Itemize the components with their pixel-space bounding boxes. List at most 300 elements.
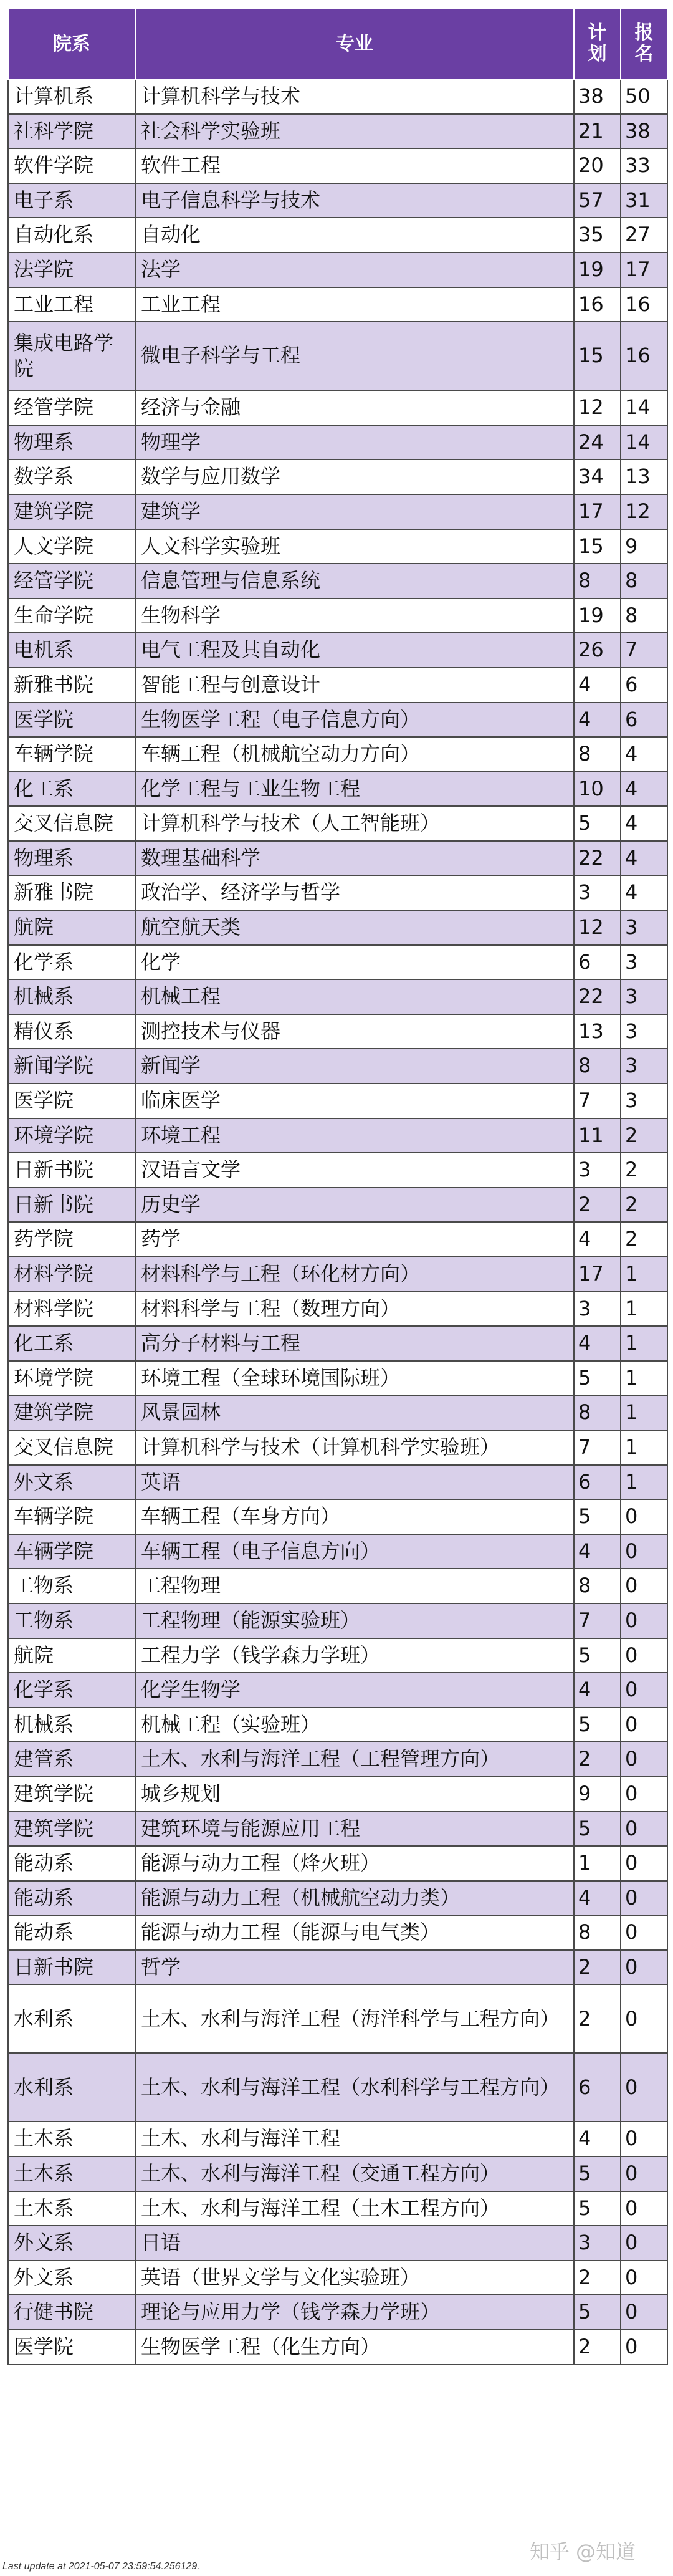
table-row <box>8 2156 667 2191</box>
table-row <box>8 1465 667 1500</box>
cell-plan: 2 <box>574 2330 621 2365</box>
cell-plan: 6 <box>574 945 621 980</box>
table-row <box>8 945 667 980</box>
cell-apply: 4 <box>621 806 667 841</box>
cell-apply: 0 <box>621 2122 667 2156</box>
cell-apply: 0 <box>621 2295 667 2330</box>
cell-plan: 2 <box>574 2261 621 2295</box>
cell-plan: 4 <box>574 1326 621 1361</box>
table-row <box>8 1222 667 1257</box>
cell-major: 新闻学 <box>135 1049 574 1084</box>
table-row <box>8 1881 667 1916</box>
cell-major: 化学 <box>135 945 574 980</box>
cell-dept: 能动系 <box>8 1881 135 1916</box>
cell-plan: 5 <box>574 1499 621 1534</box>
cell-dept: 集成电路学院 <box>8 322 135 390</box>
cell-major: 微电子科学与工程 <box>135 322 574 390</box>
cell-major: 车辆工程（车身方向） <box>135 1499 574 1534</box>
cell-major: 法学 <box>135 252 574 287</box>
cell-dept: 医学院 <box>8 1084 135 1118</box>
table-row <box>8 1915 667 1950</box>
table-row <box>8 287 667 322</box>
cell-major: 航空航天类 <box>135 910 574 945</box>
cell-dept: 机械系 <box>8 979 135 1014</box>
table-row <box>8 1846 667 1881</box>
cell-dept: 日新书院 <box>8 1950 135 1985</box>
cell-plan: 5 <box>574 1708 621 1742</box>
cell-apply: 0 <box>621 1777 667 1812</box>
table-row <box>8 322 667 390</box>
header-apply-label: 报名 <box>634 21 654 65</box>
cell-major: 软件工程 <box>135 148 574 183</box>
cell-major: 计算机科学与技术（计算机科学实验班） <box>135 1430 574 1465</box>
cell-dept: 建筑学院 <box>8 494 135 529</box>
cell-apply: 50 <box>621 79 667 114</box>
cell-plan: 8 <box>574 737 621 772</box>
cell-major: 土木、水利与海洋工程 <box>135 2122 574 2156</box>
cell-major: 能源与动力工程（机械航空动力类） <box>135 1881 574 1916</box>
table-row <box>8 494 667 529</box>
cell-apply: 0 <box>621 1569 667 1603</box>
cell-dept: 日新书院 <box>8 1153 135 1188</box>
cell-apply: 0 <box>621 1534 667 1569</box>
cell-plan: 8 <box>574 1915 621 1950</box>
cell-plan: 8 <box>574 564 621 598</box>
cell-apply: 33 <box>621 148 667 183</box>
table-row <box>8 1708 667 1742</box>
cell-plan: 17 <box>574 1257 621 1292</box>
cell-dept: 工物系 <box>8 1603 135 1638</box>
cell-major: 汉语言文学 <box>135 1153 574 1188</box>
table-row <box>8 564 667 598</box>
cell-plan: 20 <box>574 148 621 183</box>
cell-major: 电子信息科学与技术 <box>135 183 574 218</box>
cell-major: 建筑学 <box>135 494 574 529</box>
cell-dept: 建筑学院 <box>8 1777 135 1812</box>
cell-plan: 10 <box>574 772 621 807</box>
admission-table-container <box>7 7 667 2365</box>
cell-major: 历史学 <box>135 1188 574 1223</box>
cell-major: 城乡规划 <box>135 1777 574 1812</box>
cell-apply: 1 <box>621 1361 667 1396</box>
cell-plan: 4 <box>574 668 621 703</box>
table-row <box>8 2122 667 2156</box>
table-row <box>8 1292 667 1327</box>
cell-dept: 新雅书院 <box>8 668 135 703</box>
table-row <box>8 2191 667 2226</box>
header-major: 专业 <box>135 8 574 79</box>
cell-dept: 化工系 <box>8 1326 135 1361</box>
cell-dept: 材料学院 <box>8 1292 135 1327</box>
cell-apply: 0 <box>621 1499 667 1534</box>
cell-dept: 化学系 <box>8 1673 135 1708</box>
cell-apply: 0 <box>621 1846 667 1881</box>
cell-major: 计算机科学与技术（人工智能班） <box>135 806 574 841</box>
cell-major: 数学与应用数学 <box>135 459 574 494</box>
cell-apply: 1 <box>621 1395 667 1430</box>
cell-dept: 医学院 <box>8 2330 135 2365</box>
cell-plan: 26 <box>574 633 621 668</box>
cell-plan: 22 <box>574 979 621 1014</box>
cell-apply: 0 <box>621 2226 667 2261</box>
table-row <box>8 772 667 807</box>
cell-plan: 5 <box>574 1638 621 1673</box>
cell-apply: 1 <box>621 1326 667 1361</box>
cell-dept: 法学院 <box>8 252 135 287</box>
cell-apply: 4 <box>621 875 667 910</box>
cell-dept: 物理系 <box>8 425 135 460</box>
cell-major: 环境工程 <box>135 1118 574 1153</box>
cell-apply: 16 <box>621 287 667 322</box>
cell-plan: 11 <box>574 1118 621 1153</box>
cell-major: 工程力学（钱学森力学班） <box>135 1638 574 1673</box>
cell-major: 物理学 <box>135 425 574 460</box>
cell-major: 土木、水利与海洋工程（水利科学与工程方向） <box>135 2053 574 2122</box>
cell-major: 生物科学 <box>135 598 574 633</box>
table-body <box>8 79 667 2365</box>
table-row <box>8 1603 667 1638</box>
cell-major: 理论与应用力学（钱学森力学班） <box>135 2295 574 2330</box>
cell-major: 车辆工程（电子信息方向） <box>135 1534 574 1569</box>
header-plan-label: 计划 <box>588 21 607 65</box>
cell-plan: 15 <box>574 529 621 564</box>
table-row <box>8 79 667 114</box>
table-row <box>8 1430 667 1465</box>
table-row <box>8 218 667 252</box>
table-row <box>8 841 667 876</box>
table-row <box>8 252 667 287</box>
table-row <box>8 598 667 633</box>
cell-apply: 7 <box>621 633 667 668</box>
cell-apply: 38 <box>621 114 667 149</box>
table-row <box>8 979 667 1014</box>
cell-plan: 35 <box>574 218 621 252</box>
cell-plan: 19 <box>574 598 621 633</box>
cell-plan: 7 <box>574 1084 621 1118</box>
cell-plan: 12 <box>574 390 621 425</box>
cell-apply: 0 <box>621 1812 667 1847</box>
cell-plan: 22 <box>574 841 621 876</box>
cell-plan: 3 <box>574 1292 621 1327</box>
cell-major: 材料科学与工程（环化材方向） <box>135 1257 574 1292</box>
table-row <box>8 1361 667 1396</box>
table-row <box>8 1534 667 1569</box>
table-row <box>8 1153 667 1188</box>
table-row <box>8 114 667 149</box>
cell-apply: 27 <box>621 218 667 252</box>
cell-major: 化学生物学 <box>135 1673 574 1708</box>
cell-plan: 12 <box>574 910 621 945</box>
cell-dept: 航院 <box>8 1638 135 1673</box>
cell-apply: 0 <box>621 1915 667 1950</box>
admission-table <box>7 7 668 2365</box>
cell-apply: 0 <box>621 1638 667 1673</box>
cell-major: 日语 <box>135 2226 574 2261</box>
cell-apply: 3 <box>621 1049 667 1084</box>
cell-plan: 6 <box>574 1465 621 1500</box>
cell-apply: 1 <box>621 1292 667 1327</box>
table-row <box>8 1084 667 1118</box>
cell-plan: 4 <box>574 1673 621 1708</box>
cell-dept: 工物系 <box>8 1569 135 1603</box>
cell-major: 政治学、经济学与哲学 <box>135 875 574 910</box>
cell-major: 能源与动力工程（烽火班） <box>135 1846 574 1881</box>
header-apply <box>621 8 667 79</box>
cell-plan: 5 <box>574 1812 621 1847</box>
cell-major: 能源与动力工程（能源与电气类） <box>135 1915 574 1950</box>
cell-dept: 建管系 <box>8 1742 135 1777</box>
cell-dept: 车辆学院 <box>8 1534 135 1569</box>
cell-plan: 38 <box>574 79 621 114</box>
table-row <box>8 1812 667 1847</box>
cell-dept: 水利系 <box>8 1984 135 2053</box>
cell-dept: 航院 <box>8 910 135 945</box>
cell-plan: 7 <box>574 1430 621 1465</box>
table-row <box>8 1326 667 1361</box>
cell-dept: 外文系 <box>8 2226 135 2261</box>
cell-dept: 经管学院 <box>8 564 135 598</box>
cell-apply: 2 <box>621 1153 667 1188</box>
cell-plan: 4 <box>574 1222 621 1257</box>
cell-plan: 57 <box>574 183 621 218</box>
cell-apply: 8 <box>621 598 667 633</box>
cell-apply: 0 <box>621 1950 667 1985</box>
cell-dept: 数学系 <box>8 459 135 494</box>
table-row <box>8 1950 667 1985</box>
cell-dept: 土木系 <box>8 2156 135 2191</box>
cell-plan: 5 <box>574 1361 621 1396</box>
cell-dept: 环境学院 <box>8 1118 135 1153</box>
cell-plan: 4 <box>574 2122 621 2156</box>
cell-apply: 3 <box>621 979 667 1014</box>
cell-major: 信息管理与信息系统 <box>135 564 574 598</box>
cell-major: 电气工程及其自动化 <box>135 633 574 668</box>
cell-apply: 13 <box>621 459 667 494</box>
cell-dept: 材料学院 <box>8 1257 135 1292</box>
last-update-footer: Last update at 2021-05-07 23:59:54.256129. <box>2 2561 200 2572</box>
cell-apply: 6 <box>621 668 667 703</box>
cell-major: 土木、水利与海洋工程（海洋科学与工程方向） <box>135 1984 574 2053</box>
cell-major: 英语 <box>135 1465 574 1500</box>
table-row <box>8 459 667 494</box>
cell-plan: 17 <box>574 494 621 529</box>
cell-dept: 工业工程 <box>8 287 135 322</box>
cell-apply: 3 <box>621 910 667 945</box>
cell-dept: 化工系 <box>8 772 135 807</box>
cell-apply: 17 <box>621 252 667 287</box>
cell-major: 材料科学与工程（数理方向） <box>135 1292 574 1327</box>
cell-dept: 医学院 <box>8 703 135 738</box>
header-plan <box>574 8 621 79</box>
cell-dept: 日新书院 <box>8 1188 135 1223</box>
cell-plan: 3 <box>574 1153 621 1188</box>
cell-dept: 车辆学院 <box>8 1499 135 1534</box>
cell-major: 药学 <box>135 1222 574 1257</box>
table-row <box>8 1014 667 1049</box>
cell-apply: 0 <box>621 1673 667 1708</box>
cell-apply: 3 <box>621 1014 667 1049</box>
table-row <box>8 633 667 668</box>
cell-plan: 8 <box>574 1569 621 1603</box>
cell-major: 智能工程与创意设计 <box>135 668 574 703</box>
cell-plan: 4 <box>574 703 621 738</box>
cell-apply: 4 <box>621 841 667 876</box>
cell-dept: 新闻学院 <box>8 1049 135 1084</box>
cell-apply: 14 <box>621 425 667 460</box>
cell-apply: 9 <box>621 529 667 564</box>
cell-dept: 社科学院 <box>8 114 135 149</box>
cell-dept: 计算机系 <box>8 79 135 114</box>
cell-plan: 5 <box>574 806 621 841</box>
cell-major: 工程物理（能源实验班） <box>135 1603 574 1638</box>
cell-dept: 建筑学院 <box>8 1812 135 1847</box>
cell-apply: 4 <box>621 772 667 807</box>
cell-apply: 31 <box>621 183 667 218</box>
table-row <box>8 2053 667 2122</box>
cell-dept: 自动化系 <box>8 218 135 252</box>
cell-major: 测控技术与仪器 <box>135 1014 574 1049</box>
cell-plan: 2 <box>574 1188 621 1223</box>
cell-apply: 0 <box>621 2261 667 2295</box>
table-row <box>8 1118 667 1153</box>
cell-major: 计算机科学与技术 <box>135 79 574 114</box>
cell-plan: 2 <box>574 1984 621 2053</box>
cell-apply: 0 <box>621 1881 667 1916</box>
cell-dept: 能动系 <box>8 1915 135 1950</box>
cell-apply: 4 <box>621 737 667 772</box>
cell-plan: 13 <box>574 1014 621 1049</box>
cell-apply: 3 <box>621 945 667 980</box>
cell-dept: 交叉信息院 <box>8 806 135 841</box>
table-row <box>8 1638 667 1673</box>
cell-apply: 0 <box>621 1742 667 1777</box>
cell-plan: 21 <box>574 114 621 149</box>
cell-dept: 能动系 <box>8 1846 135 1881</box>
watermark: 知乎 @知道 <box>529 2540 636 2564</box>
header-dept: 院系 <box>8 8 135 79</box>
cell-dept: 电机系 <box>8 633 135 668</box>
cell-major: 机械工程 <box>135 979 574 1014</box>
cell-plan: 24 <box>574 425 621 460</box>
table-row <box>8 1188 667 1223</box>
cell-dept: 外文系 <box>8 2261 135 2295</box>
table-row <box>8 1984 667 2053</box>
cell-dept: 土木系 <box>8 2122 135 2156</box>
cell-major: 生物医学工程（化生方向） <box>135 2330 574 2365</box>
cell-dept: 电子系 <box>8 183 135 218</box>
cell-apply: 2 <box>621 1118 667 1153</box>
table-row <box>8 148 667 183</box>
cell-apply: 1 <box>621 1465 667 1500</box>
cell-plan: 8 <box>574 1395 621 1430</box>
cell-apply: 0 <box>621 1984 667 2053</box>
table-row <box>8 2226 667 2261</box>
cell-major: 数理基础科学 <box>135 841 574 876</box>
cell-apply: 0 <box>621 2330 667 2365</box>
cell-major: 化学工程与工业生物工程 <box>135 772 574 807</box>
cell-dept: 精仪系 <box>8 1014 135 1049</box>
cell-apply: 1 <box>621 1430 667 1465</box>
cell-apply: 12 <box>621 494 667 529</box>
cell-plan: 3 <box>574 875 621 910</box>
cell-dept: 水利系 <box>8 2053 135 2122</box>
cell-plan: 5 <box>574 2156 621 2191</box>
cell-dept: 新雅书院 <box>8 875 135 910</box>
table-row <box>8 1049 667 1084</box>
cell-apply: 14 <box>621 390 667 425</box>
cell-major: 英语（世界文学与文化实验班） <box>135 2261 574 2295</box>
cell-plan: 9 <box>574 1777 621 1812</box>
cell-plan: 4 <box>574 1881 621 1916</box>
cell-dept: 人文学院 <box>8 529 135 564</box>
table-row <box>8 910 667 945</box>
cell-major: 风景园林 <box>135 1395 574 1430</box>
cell-major: 土木、水利与海洋工程（工程管理方向） <box>135 1742 574 1777</box>
cell-plan: 4 <box>574 1534 621 1569</box>
cell-major: 土木、水利与海洋工程（交通工程方向） <box>135 2156 574 2191</box>
table-row <box>8 390 667 425</box>
table-row <box>8 2261 667 2295</box>
cell-dept: 化学系 <box>8 945 135 980</box>
table-row <box>8 183 667 218</box>
cell-major: 建筑环境与能源应用工程 <box>135 1812 574 1847</box>
table-row <box>8 1673 667 1708</box>
cell-dept: 行健书院 <box>8 2295 135 2330</box>
cell-plan: 19 <box>574 252 621 287</box>
cell-plan: 8 <box>574 1049 621 1084</box>
cell-dept: 物理系 <box>8 841 135 876</box>
cell-apply: 8 <box>621 564 667 598</box>
cell-dept: 生命学院 <box>8 598 135 633</box>
cell-apply: 2 <box>621 1222 667 1257</box>
table-row <box>8 425 667 460</box>
cell-plan: 1 <box>574 1846 621 1881</box>
cell-apply: 0 <box>621 2191 667 2226</box>
cell-major: 人文科学实验班 <box>135 529 574 564</box>
cell-apply: 0 <box>621 2156 667 2191</box>
table-row <box>8 1499 667 1534</box>
cell-major: 哲学 <box>135 1950 574 1985</box>
cell-plan: 15 <box>574 322 621 390</box>
cell-apply: 0 <box>621 1708 667 1742</box>
cell-major: 工业工程 <box>135 287 574 322</box>
cell-plan: 7 <box>574 1603 621 1638</box>
cell-apply: 6 <box>621 703 667 738</box>
table-row <box>8 529 667 564</box>
table-row <box>8 1395 667 1430</box>
cell-major: 车辆工程（机械航空动力方向） <box>135 737 574 772</box>
table-row <box>8 1742 667 1777</box>
cell-major: 机械工程（实验班） <box>135 1708 574 1742</box>
cell-major: 经济与金融 <box>135 390 574 425</box>
cell-plan: 5 <box>574 2191 621 2226</box>
table-row <box>8 1257 667 1292</box>
cell-apply: 16 <box>621 322 667 390</box>
cell-dept: 经管学院 <box>8 390 135 425</box>
cell-major: 土木、水利与海洋工程（土木工程方向） <box>135 2191 574 2226</box>
cell-plan: 5 <box>574 2295 621 2330</box>
cell-apply: 1 <box>621 1257 667 1292</box>
cell-dept: 土木系 <box>8 2191 135 2226</box>
cell-dept: 交叉信息院 <box>8 1430 135 1465</box>
table-row <box>8 2295 667 2330</box>
cell-dept: 机械系 <box>8 1708 135 1742</box>
cell-dept: 车辆学院 <box>8 737 135 772</box>
table-row <box>8 875 667 910</box>
cell-major: 临床医学 <box>135 1084 574 1118</box>
table-row <box>8 1777 667 1812</box>
cell-plan: 3 <box>574 2226 621 2261</box>
